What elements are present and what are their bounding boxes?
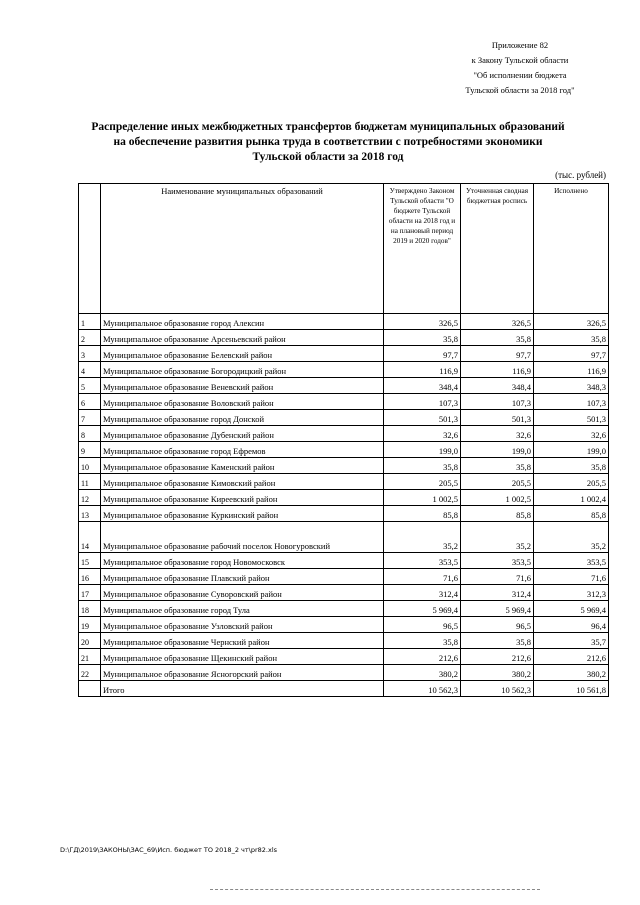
cell-executed: 380,2	[534, 665, 609, 681]
cell-num: 13	[79, 506, 101, 522]
cell-approved: 97,7	[384, 346, 461, 362]
cell-executed: 501,3	[534, 410, 609, 426]
cell-refined: 353,5	[461, 553, 534, 569]
cell-num: 21	[79, 649, 101, 665]
cell-num: 19	[79, 617, 101, 633]
cell-refined: 205,5	[461, 474, 534, 490]
cell-num: 2	[79, 330, 101, 346]
cell-refined: 312,4	[461, 585, 534, 601]
cell-name: Муниципальное образование Щекинский район	[101, 649, 384, 665]
cell-approved: 35,2	[384, 522, 461, 553]
cell-approved: 71,6	[384, 569, 461, 585]
cell-executed: 96,4	[534, 617, 609, 633]
cell-name: Муниципальное образование Каменский район	[101, 458, 384, 474]
cell-executed: 312,3	[534, 585, 609, 601]
table-row	[79, 633, 609, 649]
cell-refined: 107,3	[461, 394, 534, 410]
cell-executed: 326,5	[534, 314, 609, 330]
cell-refined: 32,6	[461, 426, 534, 442]
cell-executed: 71,6	[534, 569, 609, 585]
cell-num: 6	[79, 394, 101, 410]
cell-approved: 116,9	[384, 362, 461, 378]
cell-name: Муниципальное образование город Тула	[101, 601, 384, 617]
cell-executed: 5 969,4	[534, 601, 609, 617]
cell-num: 22	[79, 665, 101, 681]
cell-refined: 116,9	[461, 362, 534, 378]
appendix-line: Тульской области за 2018 год"	[465, 85, 575, 95]
cell-name: Муниципальное образование Веневский район	[101, 378, 384, 394]
cell-num: 15	[79, 553, 101, 569]
header-refined: Уточненная сводная бюджетная роспись	[461, 184, 534, 314]
cell-approved: 35,8	[384, 633, 461, 649]
cell-num: 7	[79, 410, 101, 426]
cell-num: 8	[79, 426, 101, 442]
table-row	[79, 362, 609, 378]
cell-name: Муниципальное образование город Ефремов	[101, 442, 384, 458]
cell-refined: 96,5	[461, 617, 534, 633]
total-name: Итого	[101, 681, 384, 697]
header-executed: Исполнено	[534, 184, 609, 314]
table-body	[79, 314, 609, 697]
cell-refined: 97,7	[461, 346, 534, 362]
cell-executed: 1 002,4	[534, 490, 609, 506]
table-row	[79, 665, 609, 681]
cell-executed: 353,5	[534, 553, 609, 569]
table-row	[79, 553, 609, 569]
title-line: на обеспечение развития рынка труда в соответствии с потребностями экономики	[113, 136, 543, 148]
cell-num: 1	[79, 314, 101, 330]
cell-approved: 326,5	[384, 314, 461, 330]
cell-name: Муниципальное образование Узловский район	[101, 617, 384, 633]
title-line: Распределение иных межбюджетных трансфертов бюджетам муниципальных образований	[91, 121, 565, 133]
cell-refined: 35,8	[461, 330, 534, 346]
table-row	[79, 522, 609, 553]
cell-name: Муниципальное образование Чернский район	[101, 633, 384, 649]
cell-name: Муниципальное образование Кимовский район	[101, 474, 384, 490]
cell-executed: 205,5	[534, 474, 609, 490]
cell-approved: 205,5	[384, 474, 461, 490]
table-row	[79, 378, 609, 394]
cell-approved: 1 002,5	[384, 490, 461, 506]
cell-approved: 32,6	[384, 426, 461, 442]
table-row	[79, 426, 609, 442]
appendix-line: "Об исполнении бюджета	[473, 70, 567, 80]
cell-num: 16	[79, 569, 101, 585]
cell-num: 17	[79, 585, 101, 601]
header-num	[79, 184, 101, 314]
table-row	[79, 442, 609, 458]
appendix-line: к Закону Тульской области	[471, 55, 569, 65]
cell-name: Муниципальное образование Воловский район	[101, 394, 384, 410]
header-name: Наименование муниципальных образований	[101, 184, 384, 314]
cell-executed: 199,0	[534, 442, 609, 458]
cell-approved: 380,2	[384, 665, 461, 681]
cell-num: 14	[79, 522, 101, 553]
total-refined: 10 562,3	[461, 681, 534, 697]
cell-refined: 35,8	[461, 458, 534, 474]
cell-name: Муниципальное образование Ясногорский район	[101, 665, 384, 681]
cell-executed: 116,9	[534, 362, 609, 378]
appendix-line: Приложение 82	[491, 40, 549, 50]
cell-num: 5	[79, 378, 101, 394]
cell-refined: 1 002,5	[461, 490, 534, 506]
cell-approved: 107,3	[384, 394, 461, 410]
table-row	[79, 506, 609, 522]
file-path-footer: D:\ГД\2019\ЗАКОНЫ\ЗАС_69\Исп. бюджет ТО 2018_2 чт\pr82.xls	[60, 846, 278, 854]
cell-num: 12	[79, 490, 101, 506]
cell-executed: 35,7	[534, 633, 609, 649]
cell-approved: 5 969,4	[384, 601, 461, 617]
header-approved: Утверждено Законом Тульской области "О бюджете Тульской области на 2018 год и на плановый период 2019 и 2020 годов"	[384, 184, 461, 314]
table-row	[79, 601, 609, 617]
cell-num: 10	[79, 458, 101, 474]
cell-refined: 35,8	[461, 633, 534, 649]
cell-approved: 85,8	[384, 506, 461, 522]
scan-artifact-line	[210, 889, 540, 890]
cell-executed: 35,8	[534, 458, 609, 474]
cell-name: Муниципальное образование Арсеньевский район	[101, 330, 384, 346]
total-executed: 10 561,8	[534, 681, 609, 697]
cell-num: 11	[79, 474, 101, 490]
table-row	[79, 490, 609, 506]
distribution-table	[78, 183, 609, 697]
table-row	[79, 330, 609, 346]
document-title	[70, 120, 586, 165]
cell-num: 20	[79, 633, 101, 649]
table-row	[79, 569, 609, 585]
table-row	[79, 410, 609, 426]
appendix-note	[420, 38, 620, 98]
cell-approved: 312,4	[384, 585, 461, 601]
title-line: Тульской области за 2018 год	[252, 151, 404, 163]
table-row	[79, 458, 609, 474]
cell-refined: 380,2	[461, 665, 534, 681]
cell-executed: 35,2	[534, 522, 609, 553]
table-header-row	[79, 184, 609, 314]
cell-name: Муниципальное образование Богородицкий район	[101, 362, 384, 378]
cell-refined: 35,2	[461, 522, 534, 553]
cell-num: 9	[79, 442, 101, 458]
total-num	[79, 681, 101, 697]
table-row	[79, 394, 609, 410]
cell-executed: 85,8	[534, 506, 609, 522]
cell-approved: 348,4	[384, 378, 461, 394]
cell-name: Муниципальное образование Суворовский район	[101, 585, 384, 601]
cell-name: Муниципальное образование Киреевский район	[101, 490, 384, 506]
table-total-row	[79, 681, 609, 697]
cell-approved: 35,8	[384, 330, 461, 346]
cell-num: 18	[79, 601, 101, 617]
cell-name: Муниципальное образование Белевский район	[101, 346, 384, 362]
cell-executed: 32,6	[534, 426, 609, 442]
cell-name: Муниципальное образование город Новомосковск	[101, 553, 384, 569]
cell-refined: 501,3	[461, 410, 534, 426]
table-row	[79, 314, 609, 330]
cell-refined: 85,8	[461, 506, 534, 522]
cell-num: 3	[79, 346, 101, 362]
cell-name: Муниципальное образование город Алексин	[101, 314, 384, 330]
cell-name: Муниципальное образование рабочий поселок Новогуровский	[101, 522, 384, 553]
cell-approved: 501,3	[384, 410, 461, 426]
cell-executed: 212,6	[534, 649, 609, 665]
cell-executed: 97,7	[534, 346, 609, 362]
cell-refined: 348,4	[461, 378, 534, 394]
cell-executed: 348,3	[534, 378, 609, 394]
cell-refined: 212,6	[461, 649, 534, 665]
cell-approved: 199,0	[384, 442, 461, 458]
cell-executed: 35,8	[534, 330, 609, 346]
cell-num: 4	[79, 362, 101, 378]
cell-refined: 326,5	[461, 314, 534, 330]
table-row	[79, 346, 609, 362]
table-row	[79, 649, 609, 665]
cell-name: Муниципальное образование город Донской	[101, 410, 384, 426]
cell-approved: 96,5	[384, 617, 461, 633]
cell-approved: 353,5	[384, 553, 461, 569]
cell-refined: 199,0	[461, 442, 534, 458]
table-row	[79, 617, 609, 633]
cell-name: Муниципальное образование Куркинский район	[101, 506, 384, 522]
cell-approved: 212,6	[384, 649, 461, 665]
cell-refined: 71,6	[461, 569, 534, 585]
cell-name: Муниципальное образование Плавский район	[101, 569, 384, 585]
total-approved: 10 562,3	[384, 681, 461, 697]
table-row	[79, 474, 609, 490]
cell-name: Муниципальное образование Дубенский район	[101, 426, 384, 442]
table-row	[79, 585, 609, 601]
units-label: (тыс. рублей)	[555, 170, 606, 180]
cell-refined: 5 969,4	[461, 601, 534, 617]
cell-approved: 35,8	[384, 458, 461, 474]
cell-executed: 107,3	[534, 394, 609, 410]
